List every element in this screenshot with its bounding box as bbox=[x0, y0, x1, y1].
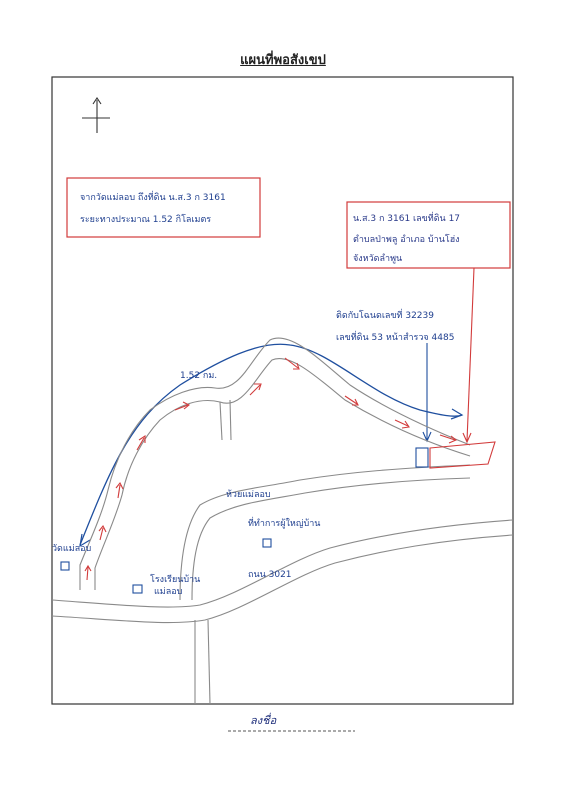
office-marker-icon bbox=[263, 539, 271, 547]
route-distance-label: 1.52 กม. bbox=[180, 371, 218, 381]
school-label-line2: แม่ลอบ bbox=[154, 587, 183, 597]
temple-label: วัดแม่ลอบ bbox=[52, 544, 92, 554]
parcel-pointer-line bbox=[467, 268, 474, 441]
road-label: ถนน 3021 bbox=[248, 570, 292, 580]
adjacent-note-line2: เลขที่ดิน 53 หน้าสำรวจ 4485 bbox=[336, 333, 455, 343]
school-label-line1: โรงเรียนบ้าน bbox=[150, 575, 201, 585]
parcel-marker-icon bbox=[416, 448, 428, 467]
temple-marker-icon bbox=[61, 562, 69, 570]
parcel-note-line1: น.ส.3 ก 3161 เลขที่ดิน 17 bbox=[353, 214, 461, 224]
distance-note-line2: ระยะทางประมาณ 1.52 กิโลเมตร bbox=[80, 215, 212, 225]
adjacent-note-line1: ติดกับโฉนดเลขที่ 32239 bbox=[336, 311, 434, 321]
stream-label: ห้วยแม่ลอบ bbox=[226, 490, 271, 500]
access-road bbox=[80, 338, 470, 590]
distance-note-line1: จากวัดแม่ลอบ ถึงที่ดิน น.ส.3 ก 3161 bbox=[80, 193, 226, 203]
stream-huai-mae-lop bbox=[180, 465, 470, 600]
main-road-3021 bbox=[52, 520, 513, 704]
route-arrowhead-end bbox=[451, 409, 462, 419]
office-label: ที่ทำการผู้ใหญ่บ้าน bbox=[248, 519, 321, 529]
parcel-note-line2: ตำบลป่าพลู อำเภอ บ้านโฮ่ง bbox=[353, 235, 460, 245]
distance-route-line bbox=[80, 344, 462, 545]
north-arrow-icon bbox=[82, 98, 110, 133]
parcel-note-line3: จังหวัดลำพูน bbox=[353, 254, 403, 264]
signature: ลงชื่อ bbox=[250, 714, 277, 727]
distance-note-box bbox=[67, 178, 260, 237]
school-marker-icon bbox=[133, 585, 142, 593]
map-frame bbox=[52, 77, 513, 704]
map-title: แผนที่พอสังเขป bbox=[240, 53, 326, 68]
